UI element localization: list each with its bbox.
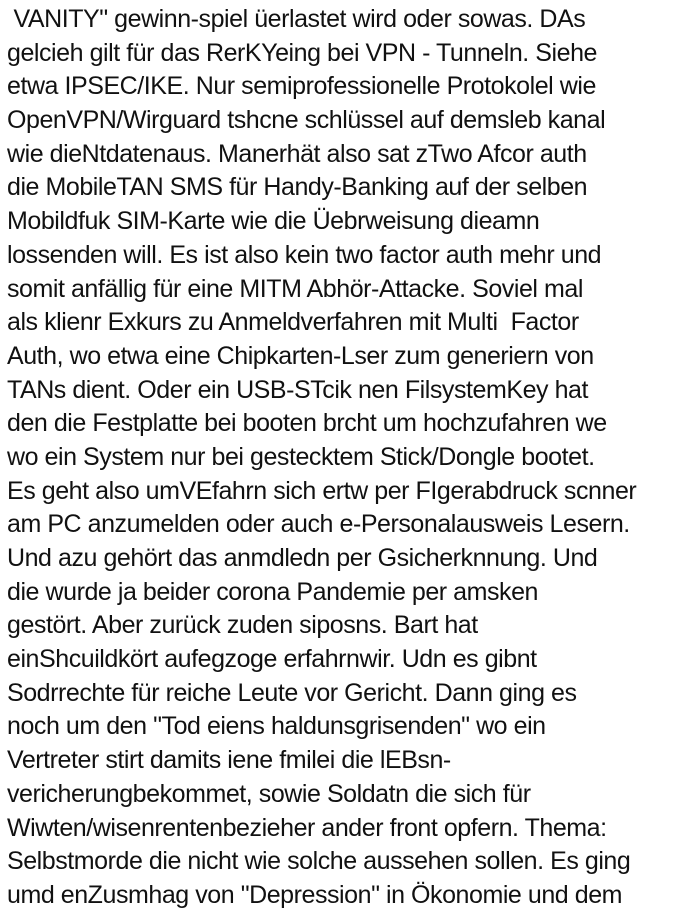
- text-line: Auth, wo etwa eine Chipkarten-Lser zum generiern von: [7, 341, 594, 370]
- text-line: am PC anzumelden oder auch e-Personalausweis Lesern.: [7, 510, 630, 539]
- text-line: OpenVPN/Wirguard tshcne schlüssel auf demsleb kanal: [7, 106, 606, 135]
- text-line: wo ein System nur bei gestecktem Stick/Dongle bootet.: [7, 442, 595, 471]
- text-line: einShcuildkört aufegzoge erfahrnwir. Udn es gibnt: [7, 645, 537, 674]
- text-line: Sodrrechte für reiche Leute vor Gericht. Dann ging es: [7, 678, 577, 707]
- text-line: Vertreter stirt damits iene fmilei die lEBsn-: [7, 746, 451, 775]
- text-line: die wurde ja beider corona Pandemie per amsken: [7, 577, 539, 606]
- text-line: Selbstmorde die nicht wie solche aussehen sollen. Es ging: [7, 847, 631, 876]
- text-line: TANs dient. Oder ein USB-STcik nen FilsystemKey hat: [7, 375, 588, 404]
- text-line: als klienr Exkurs zu Anmeldverfahren mit Multi Factor: [7, 308, 579, 337]
- text-line: VANITY" gewinn-spiel üerlastet wird oder sowas. DAs: [7, 5, 586, 33]
- text-line: vericherungbekommet, sowie Soldatn die sich für: [7, 779, 531, 808]
- text-line: Und azu gehört das anmdledn per Gsicherknnung. Und: [7, 544, 598, 572]
- text-line: Wiwten/wisenrentenbezieher ander front opfern. Thema:: [7, 813, 607, 842]
- text-line: somit anfällig für eine MITM Abhör-Attacke. Soviel mal: [7, 274, 583, 303]
- text-line: lossenden will. Es ist also kein two factor auth mehr und: [7, 240, 602, 269]
- text-line: umd enZusmhag von "Depression" in Ökonomie und dem: [7, 880, 623, 909]
- text-line: die MobileTAN SMS für Handy-Banking auf der selben: [7, 173, 588, 202]
- text-line: noch um den "Tod eiens haldunsgrisenden" wo ein: [7, 712, 546, 741]
- text-line: Mobildfuk SIM-Karte wie die Üebrweisung dieamn: [7, 207, 540, 236]
- text-line: gelcieh gilt für das RerKYeing bei VPN - Tunneln. Siehe: [7, 38, 597, 67]
- text-line: wie dieNtdatenaus. Manerhät also sat zTwo Afcor auth: [7, 139, 587, 168]
- text-line: den die Festplatte bei booten brcht um hochzufahren we: [7, 409, 607, 438]
- text-line: gestört. Aber zurück zuden siposns. Bart hat: [7, 611, 478, 640]
- text-line: etwa IPSEC/IKE. Nur semiprofessionelle Protokolel wie: [7, 72, 596, 101]
- text-line: Es geht also umVEfahrn sich ertw per FIgerabdruck scnner: [7, 476, 637, 505]
